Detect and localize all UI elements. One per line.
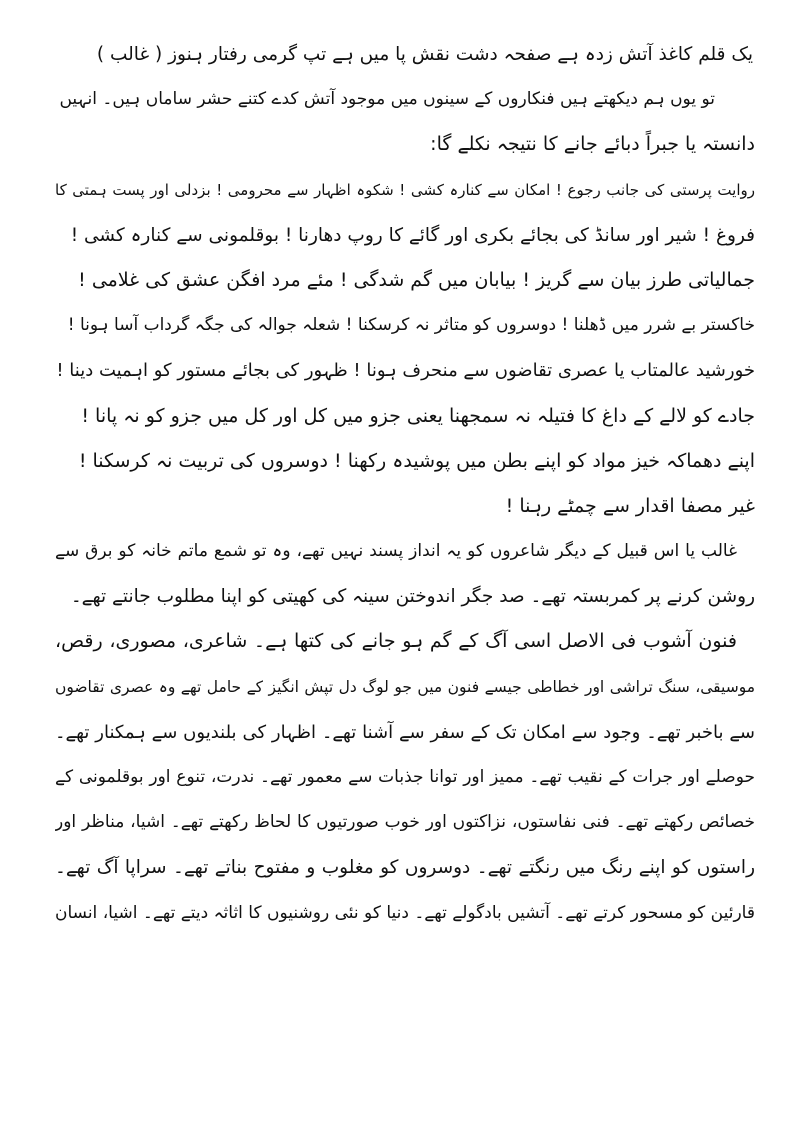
consequence-line: جمالیاتی طرز بیان سے گریز ! بیابان میں گم شدگی ! مئے مرد افگن عشق کی غلامی ! <box>78 268 755 291</box>
paragraph-line: فنون آشوب فی الاصل اسی آگ کے گم ہو جانے کی کتھا ہے۔ شاعری، مصوری، رقص، <box>55 630 737 653</box>
paragraph-line: دانستہ یا جبراً دبائے جانے کا نتیجہ نکلے گا: <box>430 133 755 156</box>
consequence-line: جادے کو لالے کے داغ کا فتیلہ نہ سمجھنا یعنی جزو میں کل اور کل میں جزو کو نہ پانا ! <box>81 404 755 427</box>
consequence-line: اپنے دھماکہ خیز مواد کو اپنے بطن میں پوشیدہ رکھنا ! دوسروں کی تربیت نہ کرسکنا ! <box>78 449 755 472</box>
consequence-line: فروغ ! شیر اور سانڈ کی بجائے بکری اور گائے کا روپ دھارنا ! بوقلمونی سے کنارہ کشی ! <box>70 224 755 246</box>
paragraph-line: قارئین کو مسحور کرتے تھے۔ آتشیں بادگولے تھے۔ دنیا کو نئی روشنیوں کا اثاثہ دیتے تھے۔ اشیا، انسان <box>55 902 755 923</box>
paragraph-line: خصائص رکھتے تھے۔ فنی نفاستوں، نزاکتوں اور خوب صورتیوں کا لحاظ رکھتے تھے۔ اشیا، مناظر اور <box>55 812 755 833</box>
paragraph-line: روشن کرنے پر کمربستہ تھے۔ صد جگر اندوختن سینہ کی کھیتی کو اپنا مطلوب جانتے تھے۔ <box>70 586 755 608</box>
document-page <box>55 32 755 936</box>
consequence-line: روایت پرستی کی جانب رجوع ! امکان سے کنارہ کشی ! شکوہ اظہار سے محرومی ! بزدلی اور پست ہمتی کا <box>55 180 755 199</box>
paragraph-line: تو یوں ہم دیکھتے ہیں فنکاروں کے سینوں میں موجود آتش کدے کتنے حشر ساماں ہیں۔ انہیں <box>59 89 715 110</box>
consequence-line: خورشید عالمتاب یا عصری تقاضوں سے منحرف ہونا ! ظہور کی بجائے مستور کو اہمیت دینا ! <box>56 360 755 382</box>
paragraph-line: حوصلے اور جرات کے نقیب تھے۔ ممیز اور توانا جذبات سے معمور تھے۔ ندرت، تنوع اور بوقلمونی کے <box>55 767 755 787</box>
consequence-line: خاکستر بے شرر میں ڈھلنا ! دوسروں کو متاثر نہ کرسکنا ! شعلہ جوالہ کی جگہ گرداب آسا ہونا ! <box>67 315 755 336</box>
paragraph-line: غالب یا اس قبیل کے دیگر شاعروں کو یہ انداز پسند نہیں تھے، وہ تو شمع ماتم خانہ کو برق سے <box>55 541 737 562</box>
ghalib-couplet: یک قلم کاغذ آتش زدہ ہے صفحہ دشت نقش پا میں ہے تپ گرمی رفتار ہنوز ( غالب ) <box>96 44 754 65</box>
paragraph-line: راستوں کو اپنے رنگ میں رنگتے تھے۔ دوسروں کو مغلوب و مفتوح بناتے تھے۔ سراپا آگ تھے۔ <box>55 857 755 879</box>
paragraph-line: سے باخبر تھے۔ وجود سے امکان تک کے سفر سے آشنا تھے۔ اظہار کی بلندیوں سے ہمکنار تھے۔ <box>55 721 755 743</box>
paragraph-line: موسیقی، سنگ تراشی اور خطاطی جیسے فنون میں جو لوگ دل تپش انگیز کے حامل تھے وہ عصری تقاضوں <box>55 677 755 696</box>
consequence-line: غیر مصفا اقدار سے چمٹے رہنا ! <box>505 494 755 517</box>
